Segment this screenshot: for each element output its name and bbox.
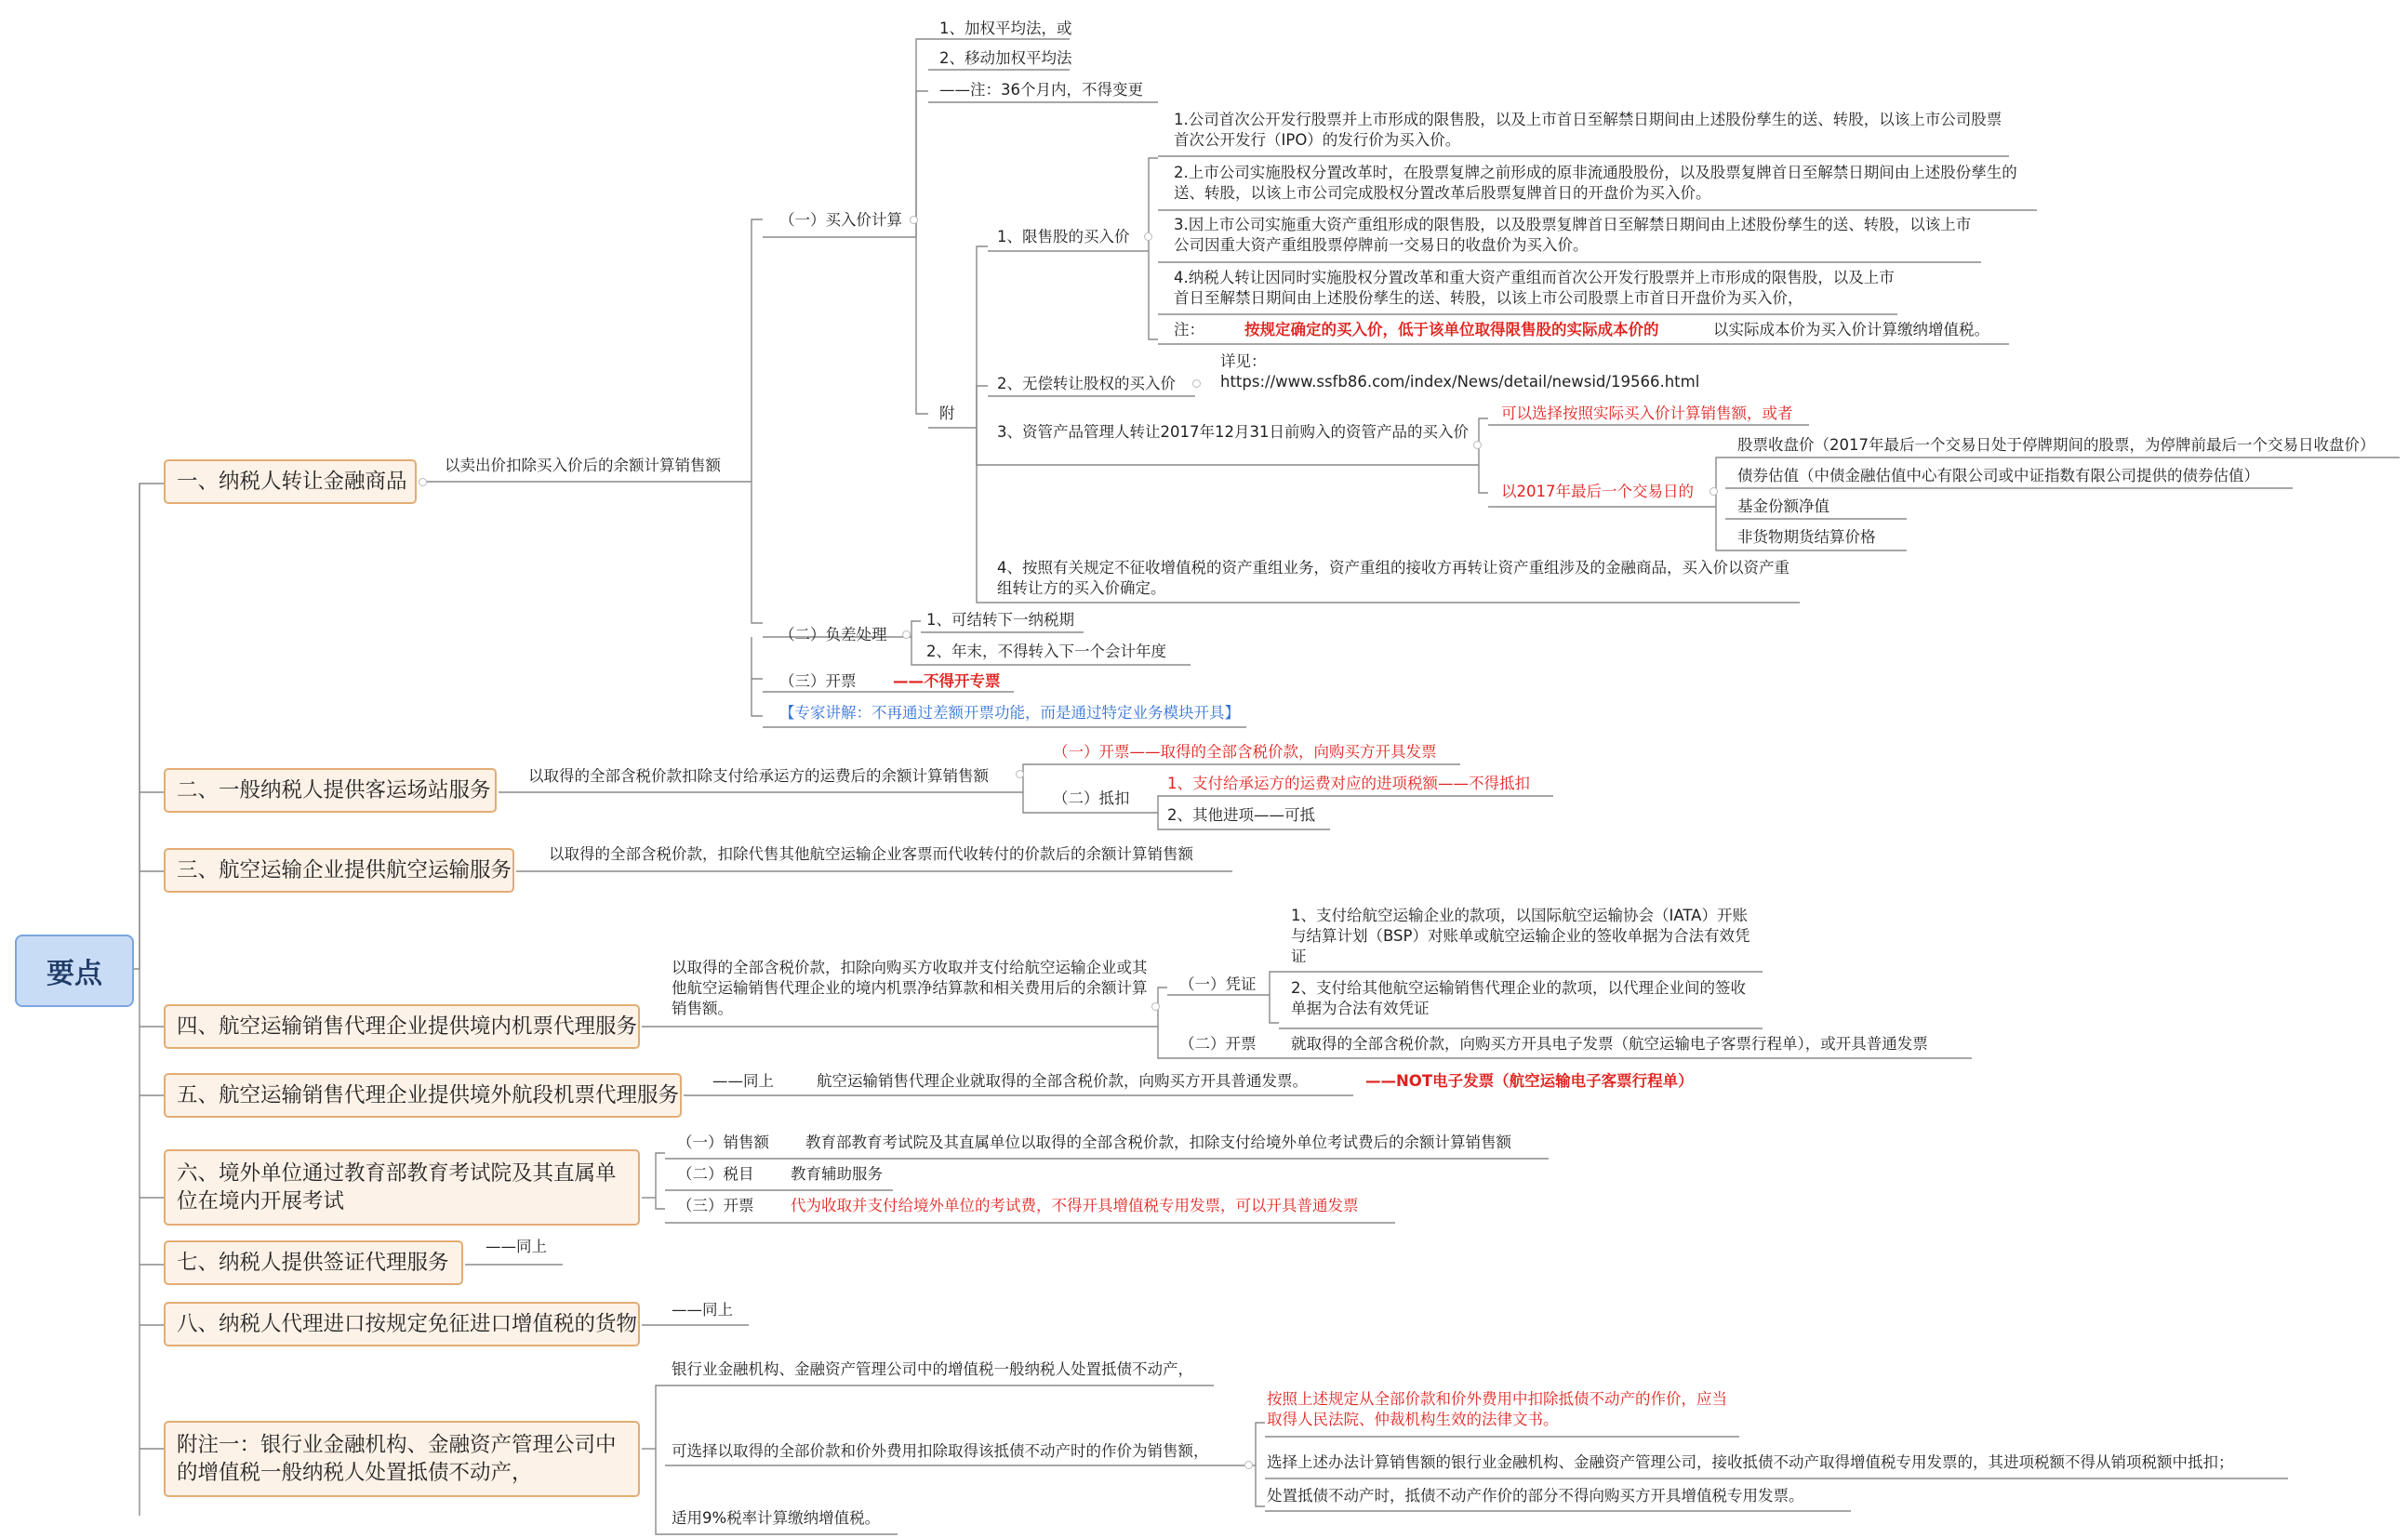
negative-diff-label[interactable]: （二）负差处理 [779,626,887,643]
collapse-toggle-icon[interactable] [1192,379,1201,388]
collapse-toggle-icon[interactable] [419,478,427,486]
asset-restructure-item: 4、按照有关规定不征收增值税的资产重组业务，资产重组的接收方再转让资产重组涉及的金融商品，买入价以资产重组转让方的买入价确定。 [997,559,1789,597]
branch-1-rule: 以卖出价扣除买入价后的余额计算销售额 [445,457,721,474]
branch-9-b2: 处置抵债不动产时，抵债不动产作价的部分不得向购买方开具增值税专用发票。 [1267,1487,1804,1505]
branch-6-c-label[interactable]: （三）开票 [677,1197,754,1214]
restricted-note-end: 以实际成本价为买入价计算缴纳增值税。 [1713,321,1989,338]
branch-6-c: 代为收取并支付给境外单位的考试费，不得开具增值税专用发票，可以开具普通发票 [791,1197,1359,1214]
free-transfer-detail[interactable]: 详见：https://www.ssfb86.com/index/News/detail/newsid/19566.html [1220,352,1700,391]
branch-5-title[interactable]: 五、航空运输销售代理企业提供境外航段机票代理服务 [164,1073,682,1118]
branch-6-b: 教育辅助服务 [791,1165,883,1183]
branch-5-same: ——同上 [712,1072,774,1090]
collapse-toggle-icon[interactable] [1144,232,1152,241]
asset-mgmt-option-1: 可以选择按照实际买入价计算销售额，或者 [1501,404,1793,422]
branch-2-invoice: （一）开票——取得的全部含税价款，向购买方开具发票 [1053,743,1437,761]
restricted-note-label: 注： [1174,321,1204,338]
negative-diff-a: 1、可结转下一纳税期 [926,611,1074,629]
branch-9-b: 可选择以取得的全部价款和价外费用扣除取得该抵债不动产时的作价为销售额， [672,1442,1209,1460]
branch-7-title[interactable]: 七、纳税人提供签证代理服务 [164,1240,463,1285]
collapse-toggle-icon[interactable] [1710,487,1718,496]
collapse-toggle-icon[interactable] [1473,441,1482,449]
branch-4-proof-2: 2、支付给其他航空运输销售代理企业的款项，以代理企业间的签收单据为合法有效凭证 [1291,979,1746,1017]
branch-6-b-label[interactable]: （二）税目 [677,1165,754,1183]
free-transfer-label[interactable]: 2、无偿转让股权的买入价 [997,375,1176,392]
restricted-stock-label[interactable]: 1、限售股的买入价 [997,228,1130,245]
appendix-label: 附 [939,404,955,422]
method-note: ——注：36个月内，不得变更 [939,81,1143,99]
restricted-item-4: 4.纳税人转让因同时实施股权分置改革和重大资产重组而首次公开发行股票并上市形成的限售股，以及上市首日至解禁日期间由上述股份孳生的送、转股，以该上市公司股票上市首日开盘价为买入价， [1174,269,1895,307]
invoice-value: ——不得开专票 [893,672,1001,690]
branch-2-deduct-2: 2、其他进项——可抵 [1167,806,1315,824]
price-stock-close: 股票收盘价（2017年最后一个交易日处于停牌期间的股票，为停牌前最后一个交易日收盘价） [1737,436,2375,454]
branch-5-text: 航空运输销售代理企业就取得的全部含税价款，向购买方开具普通发票。 [817,1072,1308,1090]
restricted-item-2: 2.上市公司实施股权分置改革时，在股票复牌之前形成的原非流通股股份，以及股票复牌首日至解禁日期间由上述股份孳生的送、转股，以该上市公司完成股权分置改革后股票复牌首日的开盘价为买入价。 [1174,164,2017,202]
branch-9-title[interactable]: 附注一：银行业金融机构、金融资产管理公司中的增值税一般纳税人处置抵债不动产， [164,1421,640,1497]
branch-4-proof-1: 1、支付给航空运输企业的款项，以国际航空运输协会（IATA）开账与结算计划（BSP）对账单或航空运输企业的签收单据为合法有效凭证 [1291,907,1750,965]
method-moving-avg: 2、移动加权平均法 [939,49,1072,67]
branch-9-a: 银行业金融机构、金融资产管理公司中的增值税一般纳税人处置抵债不动产， [672,1360,1193,1378]
branch-2-rule: 以取得的全部含税价款扣除支付给承运方的运费后的余额计算销售额 [528,767,989,785]
branch-4-invoice: 就取得的全部含税价款，向购买方开具电子发票（航空运输电子客票行程单），或开具普通发票 [1291,1035,1928,1053]
method-weighted-avg: 1、加权平均法，或 [939,20,1072,37]
branch-4-invoice-label[interactable]: （二）开票 [1179,1035,1257,1053]
restricted-item-1: 1.公司首次公开发行股票并上市形成的限售股，以及上市首日至解禁日期间由上述股份孳生的送、转股，以该上市公司股票首次公开发行（IPO）的发行价为买入价。 [1174,111,2002,149]
branch-3-title[interactable]: 三、航空运输企业提供航空运输服务 [164,848,514,893]
branch-3-rule: 以取得的全部含税价款，扣除代售其他航空运输企业客票而代收转付的价款后的余额计算销售额 [549,845,1193,863]
invoice-label[interactable]: （三）开票 [779,672,857,690]
negative-diff-b: 2、年末，不得转入下一个会计年度 [926,643,1166,660]
price-fund-nav: 基金份额净值 [1737,497,1829,515]
price-bond-valuation: 债券估值（中债金融估值中心有限公司或中证指数有限公司提供的债券估值） [1737,467,2259,484]
branch-4-title[interactable]: 四、航空运输销售代理企业提供境内机票代理服务 [164,1004,640,1049]
branch-2-deduct-1: 1、支付给承运方的运费对应的进项税额——不得抵扣 [1167,775,1530,792]
collapse-toggle-icon[interactable] [1016,770,1024,778]
branch-9-c: 适用9%税率计算缴纳增值税。 [672,1509,881,1527]
buy-price-label[interactable]: （一）买入价计算 [779,211,902,229]
branch-8-title[interactable]: 八、纳税人代理进口按规定免征进口增值税的货物 [164,1302,640,1346]
restricted-item-3: 3.因上市公司实施重大资产重组形成的限售股，以及股票复牌首日至解禁日期间由上述股份孳生的送、转股，以该上市公司因重大资产重组股票停牌前一交易日的收盘价为买入价。 [1174,216,1972,254]
branch-4-rule: 以取得的全部含税价款，扣除向购买方收取并支付给航空运输企业或其他航空运输销售代理企业的境内机票净结算款和相关费用后的余额计算销售额。 [672,959,1148,1017]
expert-note: 【专家讲解：不再通过差额开票功能，而是通过特定业务模块开具】 [779,704,1240,722]
collapse-toggle-icon[interactable] [1151,1002,1160,1011]
branch-8-same: ——同上 [672,1301,733,1319]
branch-2-deduct-label[interactable]: （二）抵扣 [1053,789,1130,807]
branch-2-title[interactable]: 二、一般纳税人提供客运场站服务 [164,768,497,813]
branch-9-b1: 选择上述办法计算销售额的银行业金融机构、金融资产管理公司，接收抵债不动产取得增值税专用发票的，其进项税额不得从销项税额中抵扣； [1267,1453,2234,1471]
restricted-note-red: 按规定确定的买入价，低于该单位取得限售股的实际成本价的 [1244,321,1659,338]
branch-6-a-label[interactable]: （一）销售额 [677,1134,769,1151]
collapse-toggle-icon[interactable] [910,216,918,224]
asset-mgmt-label[interactable]: 3、资管产品管理人转让2017年12月31日前购入的资管产品的买入价 [997,423,1469,441]
collapse-toggle-icon[interactable] [1244,1461,1253,1469]
branch-7-same: ——同上 [486,1238,547,1255]
branch-1-title[interactable]: 一、纳税人转让金融商品 [164,459,417,504]
branch-5-red: ——NOT电子发票（航空运输电子客票行程单） [1365,1072,1694,1090]
collapse-toggle-icon[interactable] [902,630,911,639]
price-futures: 非货物期货结算价格 [1737,528,1876,546]
branch-9-b-red: 按照上述规定从全部价款和价外费用中扣除抵债不动产的作价，应当取得人民法院、仲裁机构生效的法律文书。 [1267,1390,1727,1428]
branch-6-title[interactable]: 六、境外单位通过教育部教育考试院及其直属单位在境内开展考试 [164,1149,640,1226]
asset-mgmt-option-2: 以2017年最后一个交易日的 [1501,483,1694,500]
branch-6-a: 教育部教育考试院及其直属单位以取得的全部含税价款，扣除支付给境外单位考试费后的余额计算销售额 [805,1134,1511,1151]
branch-4-proof-label[interactable]: （一）凭证 [1179,975,1257,993]
root-node[interactable]: 要点 [15,935,134,1007]
